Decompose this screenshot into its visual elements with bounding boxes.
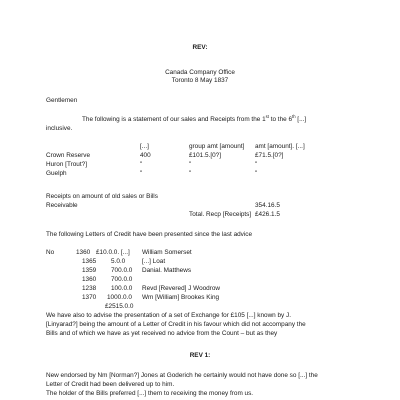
sales-row-c3: " <box>255 161 258 168</box>
sales-row-c2: £101.5.[0?] <box>189 152 221 159</box>
receipts-line-2: Receivable <box>46 202 78 209</box>
intro-line-2: inclusive. <box>46 125 73 132</box>
letter-name: Wm [William] Brookes King <box>142 294 220 301</box>
sales-header-3: amt [amount]. [...] <box>255 143 305 150</box>
letter-name: William Somerset <box>142 249 192 256</box>
intro-sup-1: st <box>265 113 269 119</box>
letter-no: 1365 <box>82 258 97 265</box>
sales-row-label: Guelph <box>46 170 67 177</box>
letter-amount: 5.0.0 <box>111 258 126 265</box>
letter-no: 1360 <box>82 276 97 283</box>
intro-sup-2: th <box>292 113 296 119</box>
sales-row-c1: " <box>140 161 143 168</box>
letters-total: £2515.0.0 <box>105 303 134 310</box>
sales-header-2: group amt [amount] <box>189 143 245 150</box>
letter-amount: 100.0.0 <box>111 285 133 292</box>
letters-intro: The following Letters of Credit have been presented since the last advice <box>46 231 253 238</box>
letter-no: 1360 <box>76 249 91 256</box>
letters-prefix: No <box>46 249 55 256</box>
letter-no: 1359 <box>82 267 97 274</box>
heading-rev-1: REV 1: <box>189 352 211 359</box>
sales-row-c1: 400 <box>140 152 151 159</box>
sales-row-c2: " <box>189 170 192 177</box>
letter-amount: 700.0.0 <box>111 267 133 274</box>
sales-row-c3: " <box>255 170 258 177</box>
sales-row-c3: £71.5.[0?] <box>255 152 284 159</box>
intro-suffix: [...] <box>295 116 307 123</box>
intro-line-1 <box>82 113 307 125</box>
letter-name: Revd [Revered] J Woodrow <box>142 285 221 292</box>
sales-row-label: Huron [Trout?] <box>46 161 87 168</box>
letter-amount: £10.0.0. [...] <box>96 249 130 256</box>
sales-row-label: Crown Reserve <box>46 152 91 159</box>
paragraph-line: Letter of Credit had been delivered up to him. <box>46 381 175 388</box>
letter-amount: 700.0.0 <box>111 276 133 283</box>
letter-name: Danial. Matthews <box>142 267 192 274</box>
letter-name: [...] Loat <box>142 258 166 265</box>
sales-row-c1: " <box>140 170 143 177</box>
letter-no: 1370 <box>82 294 97 301</box>
paragraph-line: New endorsed by Nm [Norman?] Jones at Goderich he certainly would not have done so [...] the <box>46 372 318 379</box>
receipts-line-1: Receipts on amount of old sales or Bills <box>46 193 158 200</box>
receipts-total-label: Total. Recp [Receipts] <box>189 211 252 218</box>
sales-row-c2: " <box>189 161 192 168</box>
paragraph-line: We have also to advise the presentation of a set of Exchange for £105 [...] known by J. <box>46 312 292 319</box>
office-name: Canada Company Office <box>165 69 235 76</box>
letter-amount: 1000.0.0 <box>107 294 132 301</box>
paragraph-line: Bills and of which we have as yet received no advice from the Count – but as they <box>46 330 278 337</box>
place-date: Toronto 8 May 1837 <box>171 77 229 84</box>
paragraph-line: The holder of the Bills preferred [...] them to receiving the money from us. <box>46 390 254 397</box>
intro-prefix: The following is a statement of our sales and Receipts from the 1 <box>82 116 266 123</box>
receipts-value: 354.16.5 <box>255 202 280 209</box>
heading-rev: REV: <box>192 44 208 51</box>
sales-header-1: [...] <box>140 143 149 150</box>
letter-no: 1238 <box>82 285 97 292</box>
salutation: Gentlemen <box>46 97 78 104</box>
receipts-total-value: £426.1.5 <box>255 211 280 218</box>
intro-middle: to the 6 <box>268 116 293 123</box>
paragraph-line: [Linyarad?] being the amount of a Letter of Credit in his favour which did not accompany the <box>46 321 306 328</box>
